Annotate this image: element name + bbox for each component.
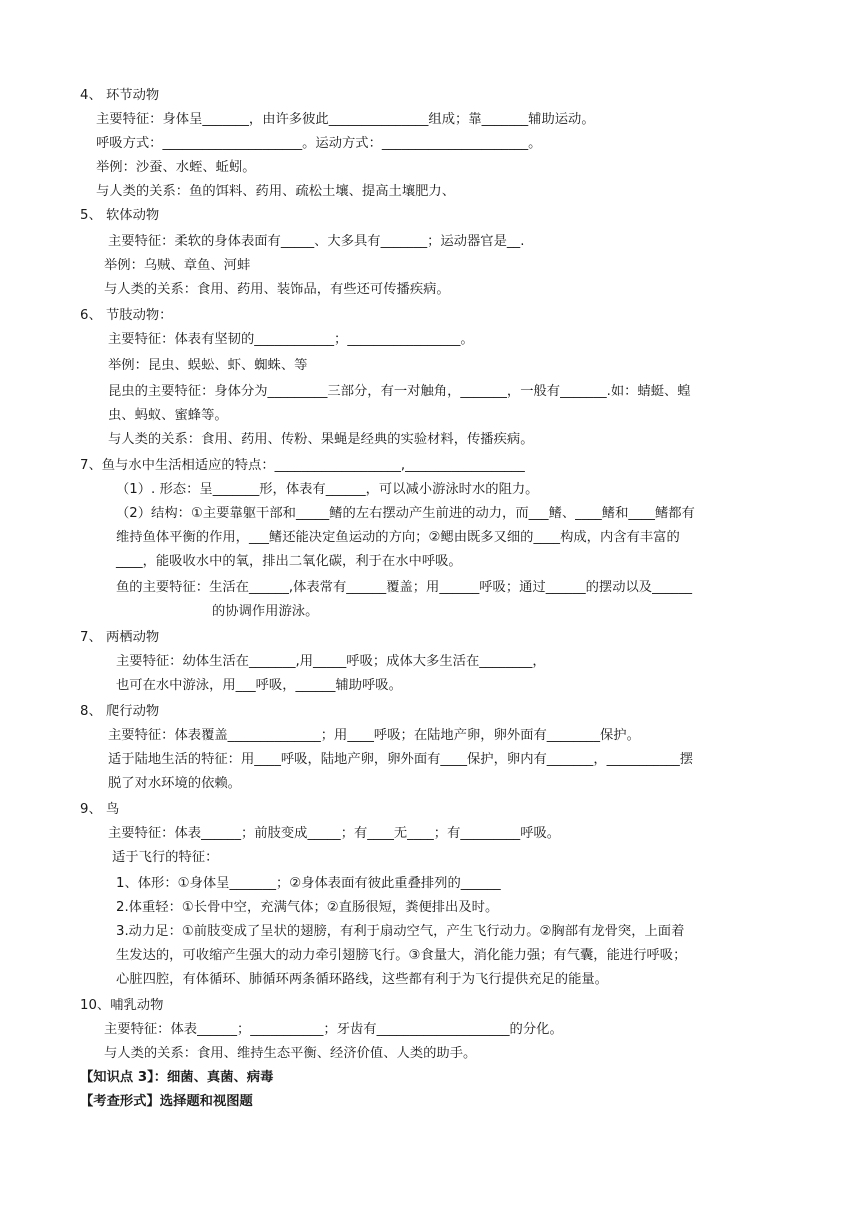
heading-fish: 7、鱼与水中生活相适应的特点：___________________,__________________ [80, 458, 525, 473]
text-line: 脱了对水环境的依赖。 [108, 776, 241, 791]
text-line: 举例：乌贼、章鱼、河蚌 [104, 258, 251, 273]
text-line: 3.动力足：①前肢变成了呈状的翅膀，有利于扇动空气，产生飞行动力。②胸部有龙骨突，上面着 [116, 924, 685, 939]
exam-format-heading: 【考查形式】选择题和视图题 [80, 1094, 253, 1109]
heading-amphibians: 7、 两栖动物 [80, 630, 160, 645]
heading-annelids: 4、 环节动物 [80, 88, 160, 103]
heading-mammals: 10、哺乳动物 [80, 998, 164, 1013]
text-line: 主要特征：体表有坚韧的____________；_________________。 [108, 332, 474, 347]
text-line: （1）. 形态：呈_______形，体表有______，可以减小游泳时水的阻力。 [116, 482, 539, 497]
text-line: 主要特征：幼体生活在_______,用_____呼吸；成体大多生活在________， [116, 654, 546, 669]
text-line: 主要特征：柔软的身体表面有_____、大多具有_______；运动器官是__. [108, 234, 525, 249]
text-line: 心脏四腔，有体循环、肺循环两条循环路线，这些都有利于为飞行提供充足的能量。 [116, 972, 608, 987]
heading-birds: 9、 鸟 [80, 802, 120, 817]
text-line: 主要特征：身体呈_______，由许多彼此_______________组成；靠_______辅助运动。 [96, 112, 595, 127]
text-line: 与人类的关系：食用、药用、装饰品，有些还可传播疾病。 [104, 282, 450, 297]
text-line: 2.体重轻：①长骨中空，充满气体；②直肠很短，粪便排出及时。 [116, 900, 499, 915]
text-line: 举例：昆虫、蜈蚣、虾、蜘蛛、等 [108, 358, 308, 373]
text-line: 主要特征：体表覆盖______________；用____呼吸；在陆地产卵，卵外面有________保护。 [108, 728, 640, 743]
heading-arthropods: 6、 节肢动物： [80, 308, 173, 323]
text-line: 适于陆地生活的特征：用____呼吸，陆地产卵，卵外面有____保护，卵内有_______，___________摆 [108, 752, 694, 767]
text-line: 维持鱼体平衡的作用，___鳍还能决定鱼运动的方向；②鳃由既多又细的____构成，内含有丰富的 [116, 530, 680, 545]
text-line: 举例：沙蚕、水蛭、蚯蚓。 [96, 160, 256, 175]
text-line: 鱼的主要特征：生活在______,体表常有______覆盖；用______呼吸；通过______的摆动以及______ [116, 580, 692, 595]
text-line: 虫、蚂蚁、蜜蜂等。 [108, 408, 228, 423]
text-line: 生发达的，可收缩产生强大的动力牵引翅膀飞行。③食量大，消化能力强；有气囊，能进行呼吸； [116, 948, 687, 963]
text-line: （2）结构：①主要靠躯干部和_____鳍的左右摆动产生前进的动力，而___鳍、____鳍和____鳍都有 [116, 506, 695, 521]
knowledge-point-heading: 【知识点 3】：细菌、真菌、病毒 [80, 1070, 274, 1085]
text-line: 与人类的关系：鱼的饵料、药用、疏松土壤、提高土壤肥力、 [96, 184, 456, 199]
text-line: 与人类的关系：食用、维持生态平衡、经济价值、人类的助手。 [104, 1046, 477, 1061]
text-line: ____，能吸收水中的氧，排出二氧化碳，利于在水中呼吸。 [116, 554, 462, 569]
text-line: 也可在水中游泳，用___呼吸，______辅助呼吸。 [116, 678, 402, 693]
heading-reptiles: 8、 爬行动物 [80, 704, 160, 719]
text-line: 主要特征：体表______；前肢变成_____；有____无____；有_________呼吸。 [108, 826, 561, 841]
text-line: 1、体形：①身体呈_______；②身体表面有彼此重叠排列的______ [116, 876, 501, 891]
text-line: 的协调作用游泳。 [212, 604, 319, 619]
text-line: 适于飞行的特征： [112, 850, 219, 865]
text-line: 呼吸方式：_____________________。运动方式：______________________。 [96, 136, 542, 151]
text-line: 昆虫的主要特征：身体分为_________三部分，有一对触角，_______，一般有_______.如：蜻蜓、蝗 [108, 384, 691, 399]
text-line: 主要特征：体表______；___________；牙齿有____________________的分化。 [104, 1022, 563, 1037]
heading-mollusks: 5、 软体动物 [80, 208, 160, 223]
text-line: 与人类的关系：食用、药用、传粉、果蝇是经典的实验材料，传播疾病。 [108, 432, 534, 447]
